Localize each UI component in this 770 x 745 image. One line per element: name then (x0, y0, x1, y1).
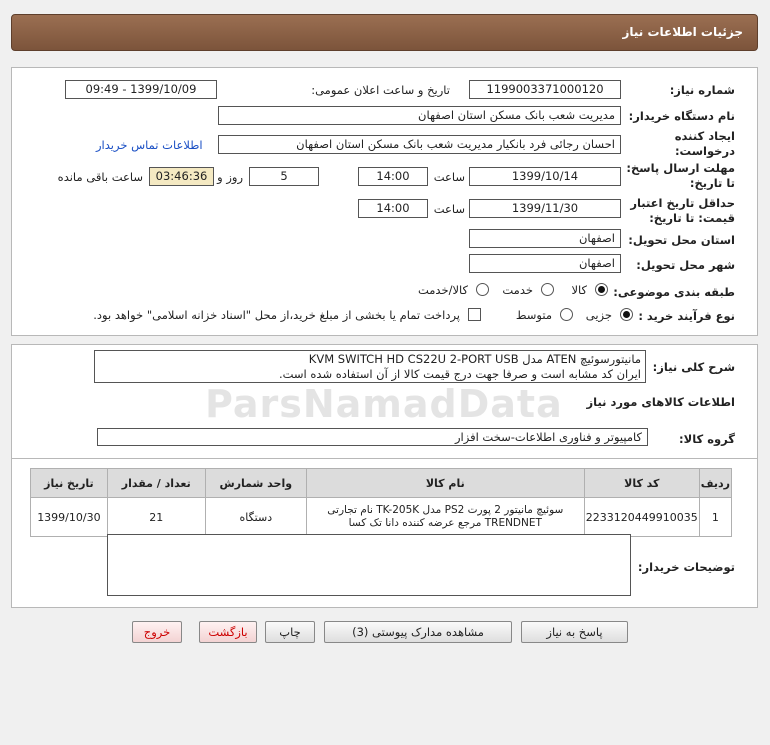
days-field: 5 (249, 167, 319, 186)
category-goods-service-radio[interactable] (476, 283, 489, 296)
creator-field: احسان رجائی فرد بانکیار مدیریت شعب بانک مسکن استان اصفهان (218, 135, 621, 154)
province-field: اصفهان (469, 229, 621, 248)
city-field: اصفهان (469, 254, 621, 273)
need-number-field: 1199003371000120 (469, 80, 621, 99)
announce-label: تاریخ و ساعت اعلان عمومی: (311, 83, 450, 97)
validity-label-1: حداقل تاریخ اعتبار (630, 196, 735, 210)
quantity-cell: 21 (107, 498, 205, 537)
purchase-minor-label: جزیی (585, 308, 612, 322)
deadline-date-field: 1399/10/14 (469, 167, 621, 186)
goods-name-cell (306, 498, 584, 537)
creator-label-1: ایجاد کننده (674, 129, 735, 143)
buyer-org-label: نام دستگاه خریدار: (628, 109, 735, 123)
watermark-text: ParsNamadData (205, 382, 563, 426)
goods-name-line-2: TRENDNET مرجع عرضه کننده دانا تک کسا (348, 517, 542, 529)
page-header (11, 14, 758, 51)
col-code-header: کد کالا (584, 469, 699, 498)
back-button[interactable]: بازگشت (199, 621, 257, 643)
need-date-cell: 1399/10/30 (31, 498, 108, 537)
deadline-time-label: ساعت (433, 170, 465, 184)
validity-time-field: 14:00 (358, 199, 428, 218)
col-name-header: نام کالا (306, 469, 584, 498)
purchase-type-label: نوع فرآیند خرید : (638, 309, 735, 323)
row-number-cell: 1 (699, 498, 731, 537)
treasury-payment-checkbox[interactable] (468, 308, 481, 321)
purchase-minor-radio[interactable] (620, 308, 633, 321)
goods-table (30, 468, 732, 537)
print-button[interactable]: چاپ (265, 621, 315, 643)
purchase-medium-label: متوسط (515, 308, 552, 322)
goods-group-label: گروه کالا: (679, 432, 735, 446)
reply-button[interactable]: پاسخ به نیاز (521, 621, 628, 643)
validity-label-2: قیمت: تا تاریخ: (649, 211, 735, 225)
treasury-payment-note: پرداخت تمام یا بخشی از مبلغ خرید،از محل "اسناد خزانه اسلامی" خواهد بود. (93, 308, 460, 322)
category-service-radio[interactable] (541, 283, 554, 296)
exit-button[interactable]: خروج (132, 621, 182, 643)
goods-section-title: اطلاعات کالاهای مورد نیاز (586, 395, 735, 409)
validity-time-label: ساعت (433, 202, 465, 216)
validity-date-field: 1399/11/30 (469, 199, 621, 218)
contact-info-link[interactable]: اطلاعات تماس خریدار (96, 138, 203, 152)
days-label: روز و (217, 170, 243, 184)
category-goods-radio[interactable] (595, 283, 608, 296)
category-goods-label: کالا (571, 283, 587, 297)
unit-cell: دستگاه (205, 498, 306, 537)
buyer-notes-box (107, 534, 631, 596)
buyer-org-field: مدیریت شعب بانک مسکن استان اصفهان (218, 106, 621, 125)
description-label: شرح کلی نیاز: (652, 360, 735, 374)
remaining-label: ساعت باقی مانده (57, 170, 143, 184)
goods-name-line-1: سوئیچ مانیتور 2 پورت PS2 مدل TK-205K نام تجارتی (327, 504, 564, 516)
col-row-header: ردیف (699, 469, 731, 498)
page-title: جزئیات اطلاعات نیاز (622, 25, 743, 39)
description-line-2: ایران کد مشابه است و صرفا جهت درج قیمت کالا از آن استفاده شده است. (278, 367, 641, 381)
province-label: استان محل تحویل: (628, 233, 735, 247)
remaining-time-field: 03:46:36 (149, 167, 214, 186)
goods-code-cell: 2233120449910035 (584, 498, 699, 537)
category-goods-service-label: کالا/خدمت (417, 283, 468, 297)
deadline-time-field: 14:00 (358, 167, 428, 186)
announce-field: 1399/10/09 - 09:49 (65, 80, 217, 99)
category-service-label: خدمت (502, 283, 533, 297)
description-line-1: مانیتورسوئیچ ATEN مدل KVM SWITCH HD CS22U 2-PORT USB (308, 352, 641, 366)
col-date-header: تاریخ نیاز (31, 469, 108, 498)
table-row (31, 498, 732, 537)
attachments-button[interactable]: مشاهده مدارک پیوستی (3) (324, 621, 512, 643)
goods-group-field: کامپیوتر و فناوری اطلاعات-سخت افزار (97, 428, 648, 446)
category-label: طبقه بندی موضوعی: (613, 285, 735, 299)
city-label: شهر محل تحویل: (636, 258, 735, 272)
goods-table-header (31, 469, 732, 498)
deadline-label-1: مهلت ارسال پاسخ: (626, 161, 735, 175)
purchase-medium-radio[interactable] (560, 308, 573, 321)
deadline-label-2: تا تاریخ: (689, 176, 735, 190)
buyer-notes-label: توضیحات خریدار: (637, 560, 735, 574)
need-number-label: شماره نیاز: (669, 83, 735, 97)
col-unit-header: واحد شمارش (205, 469, 306, 498)
col-qty-header: تعداد / مقدار (107, 469, 205, 498)
description-box (94, 350, 646, 383)
creator-label-2: درخواست: (674, 144, 735, 158)
